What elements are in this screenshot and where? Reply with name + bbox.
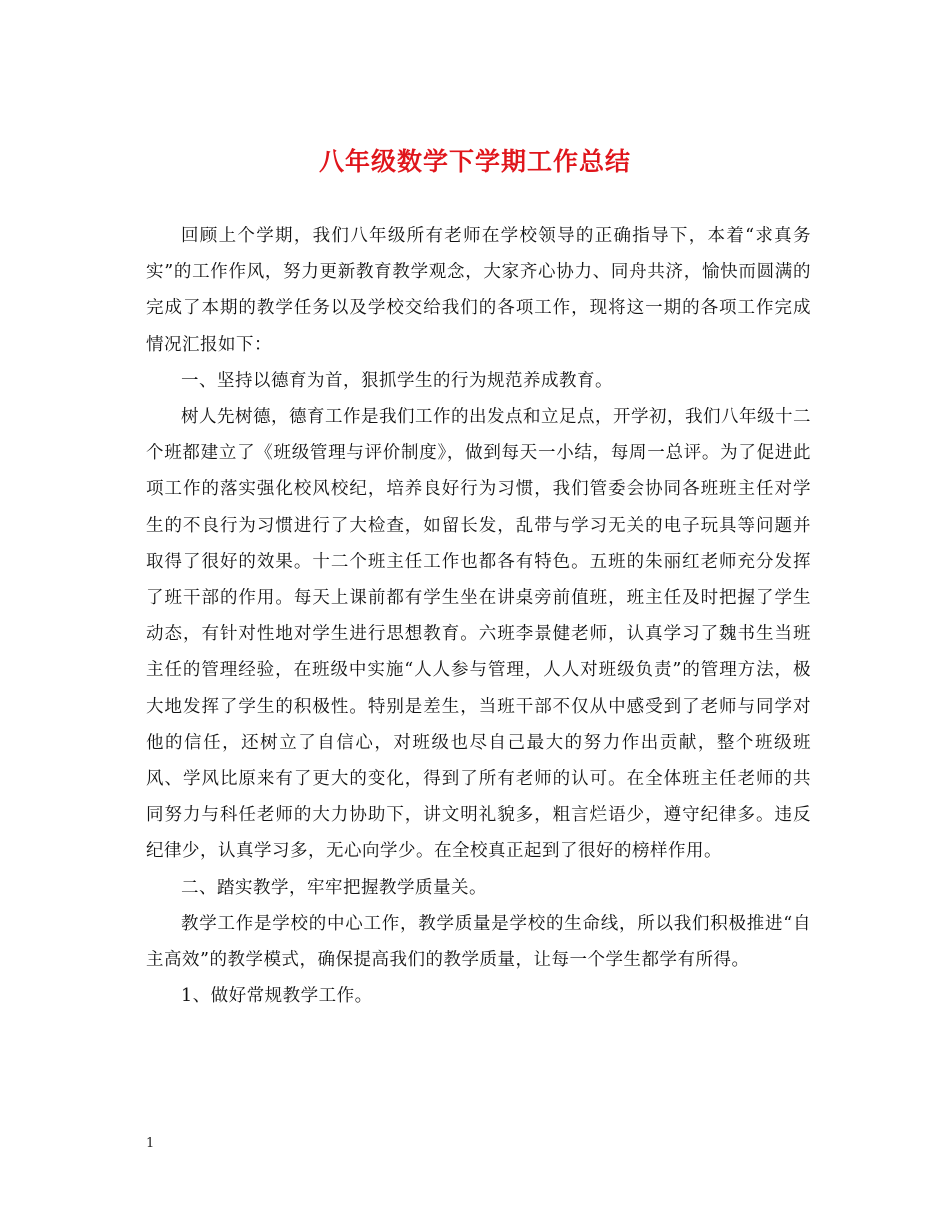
paragraph-intro: 回顾上个学期，我们八年级所有老师在学校领导的正确指导下，本着“求真务实”的工作作风，努力更新教育教学观念，大家齐心协力、同舟共济，愉快而圆满的完成了本期的教学任务以及学校交给我们的各项工作，现将这一期的各项工作完成情况汇报如下：: [146, 226, 811, 355]
document-title: 八年级数学下学期工作总结: [318, 147, 631, 176]
paragraph-heading-two: 二、踏实教学，牢牢把握教学质量关。: [181, 877, 487, 898]
paragraph-moral-education: 树人先树德，德育工作是我们工作的出发点和立足点，开学初，我们八年级十二个班都建立了《班级管理与评价制度》，做到每天一小结，每周一总评。为了促进此项工作的落实强化校风校纪，培养良好行为习惯，我们管委会协同各班班主任对学生的不良行为习惯进行了大检查，如留长发，乱带与学习无关的电子玩具等问题并取得了很好的效果。十二个班主任工作也都各有特色。五班的朱丽红老师充分发挥了班干部的作用。每天上课前都有学生坐在讲桌旁前值班，班主任及时把握了学生动态，有针对性地对学生进行思想教育。六班李景健老师，认真学习了魏书生当班主任的管理经验，在班级中实施“人人参与管理，人人对班级负责”的管理方法，极大地发挥了学生的积极性。特别是差生，当班干部不仅从中感受到了老师与同学对他的信任，还树立了自信心，对班级也尽自己最大的努力作出贡献，整个班级班风、学风比原来有了更大的变化，得到了所有老师的认可。在全体班主任老师的共同努力与科任老师的大力协助下，讲文明礼貌多，粗言烂语少，遵守纪律多。违反纪律少，认真学习多，无心向学少。在全校真正起到了很好的榜样作用。: [146, 407, 811, 862]
paragraph-teaching: 教学工作是学校的中心工作，教学质量是学校的生命线，所以我们积极推进“自主高效”的教学模式，确保提高我们的教学质量，让每一个学生都学有所得。: [146, 913, 811, 971]
paragraph-subheading-one: 1、做好常规教学工作。: [181, 986, 373, 1007]
page-number: 1: [146, 1136, 155, 1151]
document-body: [146, 218, 811, 1014]
paragraph-heading-one: 一、坚持以德育为首，狠抓学生的行为规范养成教育。: [181, 370, 613, 391]
